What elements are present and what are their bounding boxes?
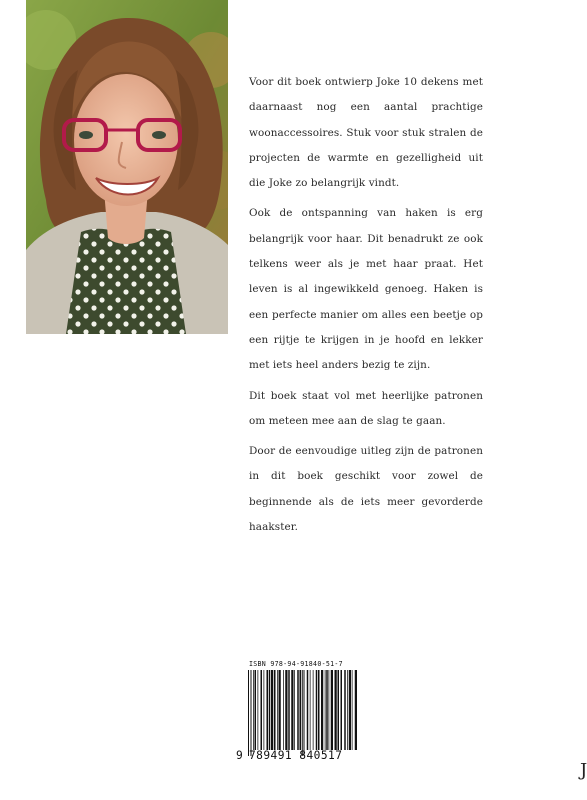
barcode-bar	[335, 670, 337, 750]
barcode-bar	[329, 670, 330, 750]
barcode-bar	[258, 670, 259, 750]
barcode-bar	[307, 670, 309, 750]
barcode-bar	[248, 670, 249, 756]
barcode-bar	[316, 670, 318, 750]
barcode-bar	[253, 670, 254, 750]
barcode-bar	[269, 670, 271, 750]
barcode-bar	[326, 670, 328, 750]
barcode-bar	[355, 670, 357, 750]
barcode-bar	[291, 670, 293, 750]
barcode-bar	[274, 670, 276, 750]
ean-rest-digits: 789491 840517	[249, 749, 343, 762]
barcode-bar	[294, 670, 295, 750]
barcode-bars	[248, 670, 360, 756]
barcode-bar	[349, 670, 351, 750]
barcode-bar	[302, 670, 303, 756]
barcode-bar	[344, 670, 346, 750]
blurb-paragraph: Dit boek staat vol met heerlijke patronen om meteen mee aan de slag te gaan.	[249, 389, 483, 427]
isbn-label: ISBN 978-94-91840-51-7	[249, 660, 343, 668]
barcode-bar	[255, 670, 257, 750]
barcode-bar	[300, 670, 302, 750]
barcode-bar	[313, 670, 314, 750]
barcode-bar	[279, 670, 281, 750]
barcode-bar	[318, 670, 320, 750]
blurb-text	[249, 70, 483, 545]
barcode-bar	[271, 670, 273, 750]
barcode-bar	[297, 670, 299, 750]
blurb-paragraph: Door de eenvoudige uitleg zijn de patronen in dit boek geschikt voor zowel de beginnende als de iets meer gevorderde haakster.	[249, 445, 483, 534]
blurb-paragraph: Voor dit boek ontwierp Joke 10 dekens met daarnaast nog een aantal prachtige woonaccessoires. Stuk voor stuk stralen de projecten de warmte en gezelligheid uit die Joke zo belangrijk vindt.	[249, 76, 483, 190]
barcode-bar	[251, 670, 252, 756]
barcode-bar	[304, 670, 305, 756]
barcode-bar	[288, 670, 290, 750]
barcode-bar	[325, 670, 326, 750]
barcode-bar	[352, 670, 353, 750]
author-photo	[26, 0, 228, 334]
barcode-bar	[285, 670, 287, 750]
barcode-bar	[277, 670, 278, 750]
barcode-bar	[264, 670, 265, 750]
corner-mark: J	[580, 760, 587, 781]
barcode-bar	[341, 670, 343, 750]
barcode-bar	[347, 670, 348, 750]
barcode-bar	[331, 670, 333, 750]
isbn-barcode	[236, 660, 366, 766]
barcode-bar	[283, 670, 284, 750]
barcode-bar	[310, 670, 311, 750]
ean-first-digit: 9	[236, 749, 243, 762]
barcode-bar	[338, 670, 340, 750]
barcode-bar	[267, 670, 269, 750]
barcode-bar	[321, 670, 323, 750]
barcode-bar	[261, 670, 263, 750]
blurb-paragraph: Ook de ontspanning van haken is erg belangrijk voor haar. Dit benadrukt ze ook telkens weer als je met haar praat. Het leven is al ingewikkeld genoeg. Haken is een perfecte manier om alles een beetje op een rijtje te krijgen in je hoofd en lekker met iets heel anders bezig te zijn.	[249, 207, 483, 372]
